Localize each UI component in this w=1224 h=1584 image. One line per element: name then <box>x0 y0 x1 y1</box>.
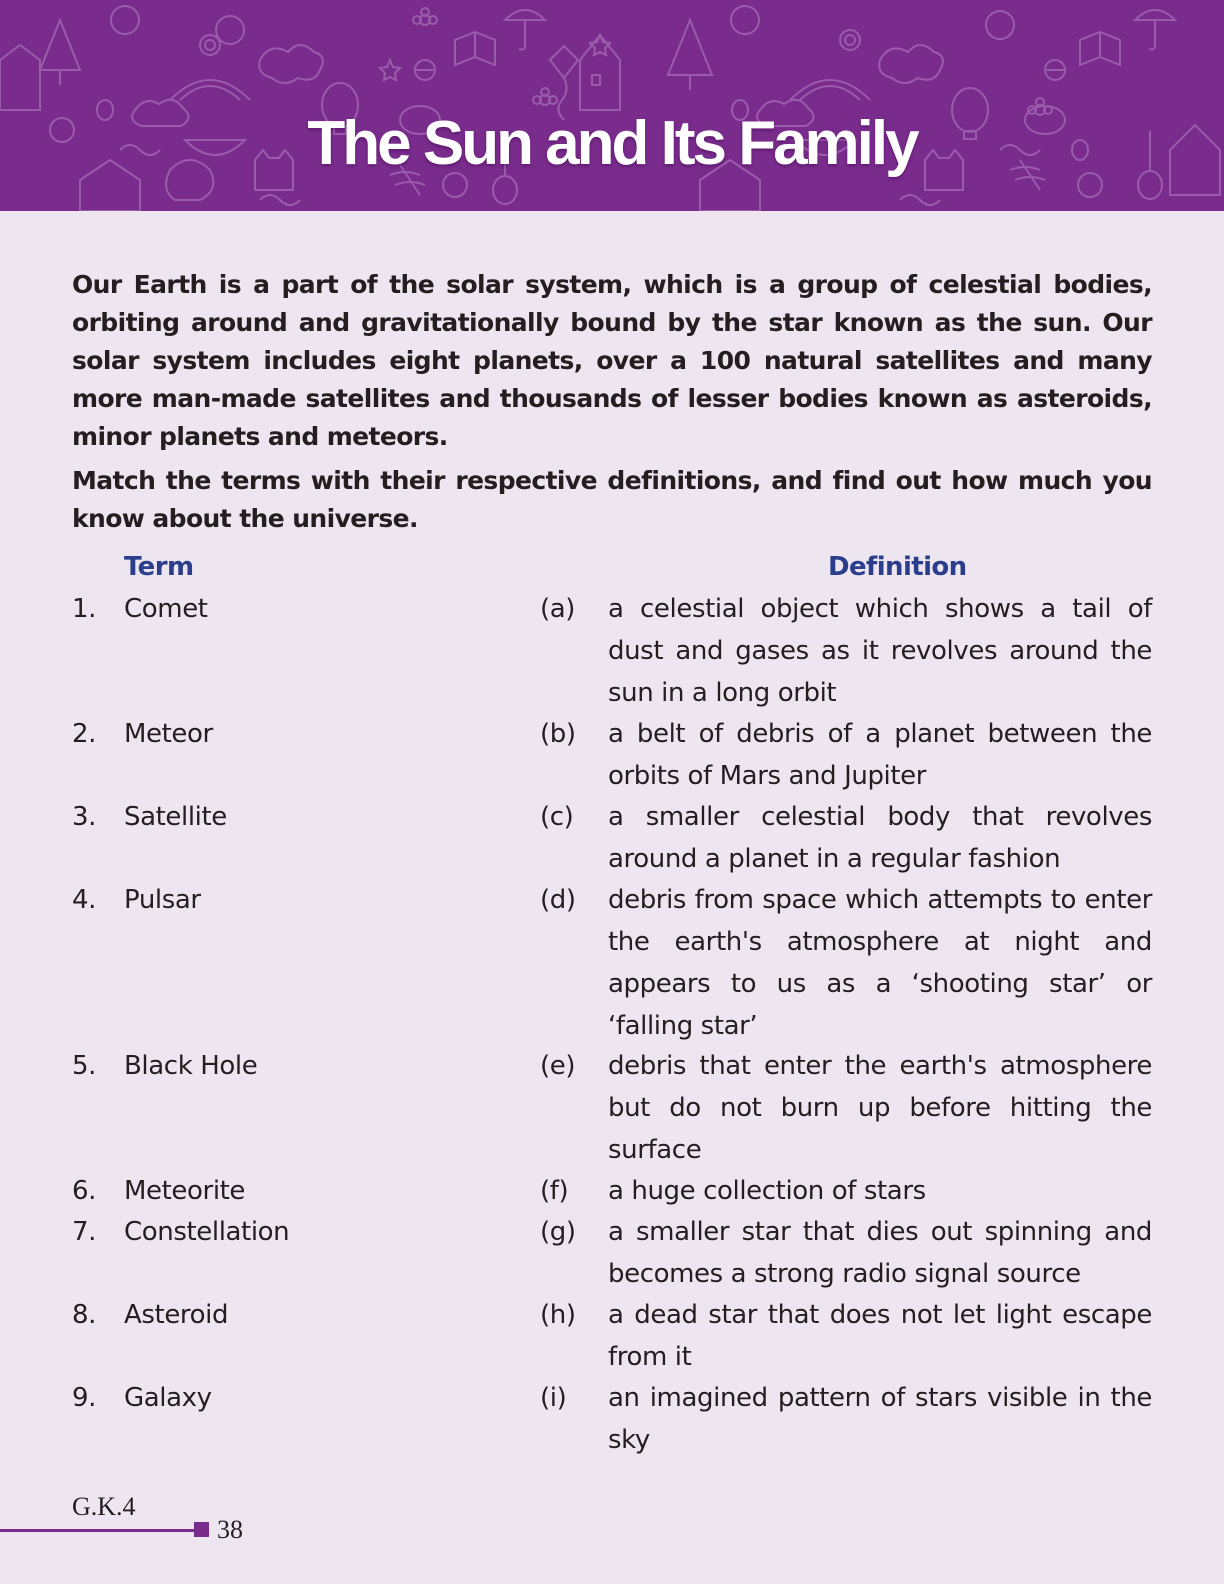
term-column-header: Term <box>124 552 194 582</box>
instruction-paragraph: Match the terms with their respective definitions, and find out how much you know about the universe. <box>72 466 1152 533</box>
term-text: Black Hole <box>124 1051 258 1081</box>
definition-text: an imagined pattern of stars visible in the sky <box>608 1383 1152 1455</box>
term-text: Meteor <box>124 719 213 749</box>
book-code: G.K.4 <box>72 1492 136 1521</box>
definition-text: a smaller celestial body that revolves around a planet in a regular fashion <box>608 802 1152 874</box>
definition-letter: (c) <box>540 802 574 832</box>
header-banner <box>0 0 1224 211</box>
definition-text: a dead star that does not let light escape from it <box>608 1300 1152 1372</box>
row-number: 9. <box>72 1383 97 1413</box>
definition-letter: (i) <box>540 1383 567 1413</box>
definition-text: a celestial object which shows a tail of dust and gases as it revolves around the sun in a long orbit <box>608 594 1152 708</box>
row-number: 2. <box>72 719 97 749</box>
doodle-pattern-icon <box>0 0 1224 211</box>
definition-text: a smaller star that dies out spinning and becomes a strong radio signal source <box>608 1217 1152 1289</box>
row-number: 4. <box>72 885 97 915</box>
term-text: Constellation <box>124 1217 290 1247</box>
term-text: Meteorite <box>124 1176 246 1206</box>
page-number: 38 <box>217 1515 243 1544</box>
definition-letter: (h) <box>540 1300 576 1330</box>
definition-letter: (g) <box>540 1217 576 1247</box>
definition-letter: (e) <box>540 1051 576 1081</box>
term-text: Satellite <box>124 802 227 832</box>
term-text: Pulsar <box>124 885 201 915</box>
page-title: The Sun and Its Family <box>307 109 917 178</box>
term-text: Comet <box>124 594 208 624</box>
term-text: Asteroid <box>124 1300 229 1330</box>
row-number: 1. <box>72 594 97 624</box>
row-number: 7. <box>72 1217 97 1247</box>
definition-letter: (d) <box>540 885 576 915</box>
term-text: Galaxy <box>124 1383 212 1413</box>
definition-text: debris that enter the earth's atmosphere but do not burn up before hitting the surface <box>608 1051 1152 1165</box>
row-number: 3. <box>72 802 97 832</box>
footer-rule <box>0 1529 196 1532</box>
row-number: 5. <box>72 1051 97 1081</box>
row-number: 6. <box>72 1176 97 1206</box>
definition-text: a huge collection of stars <box>608 1176 926 1206</box>
footer-square-icon <box>194 1522 209 1537</box>
definition-text: a belt of debris of a planet between the orbits of Mars and Jupiter <box>608 719 1152 791</box>
definition-letter: (f) <box>540 1176 569 1206</box>
definition-letter: (b) <box>540 719 576 749</box>
row-number: 8. <box>72 1300 97 1330</box>
definition-text: debris from space which attempts to enter the earth's atmosphere at night and appears to us as a ‘shooting star’ or ‘falling star’ <box>608 885 1152 1041</box>
definition-column-header: Definition <box>828 552 967 582</box>
intro-paragraph: Our Earth is a part of the solar system, which is a group of celestial bodies, orbiting around and gravitationally bound by the star known as the sun. Our solar system includes eight planets, over a 100 natural satellites and many more man-made satellites and thousands of lesser bodies known as asteroids, minor planets and meteors. <box>72 270 1152 451</box>
definition-letter: (a) <box>540 594 576 624</box>
